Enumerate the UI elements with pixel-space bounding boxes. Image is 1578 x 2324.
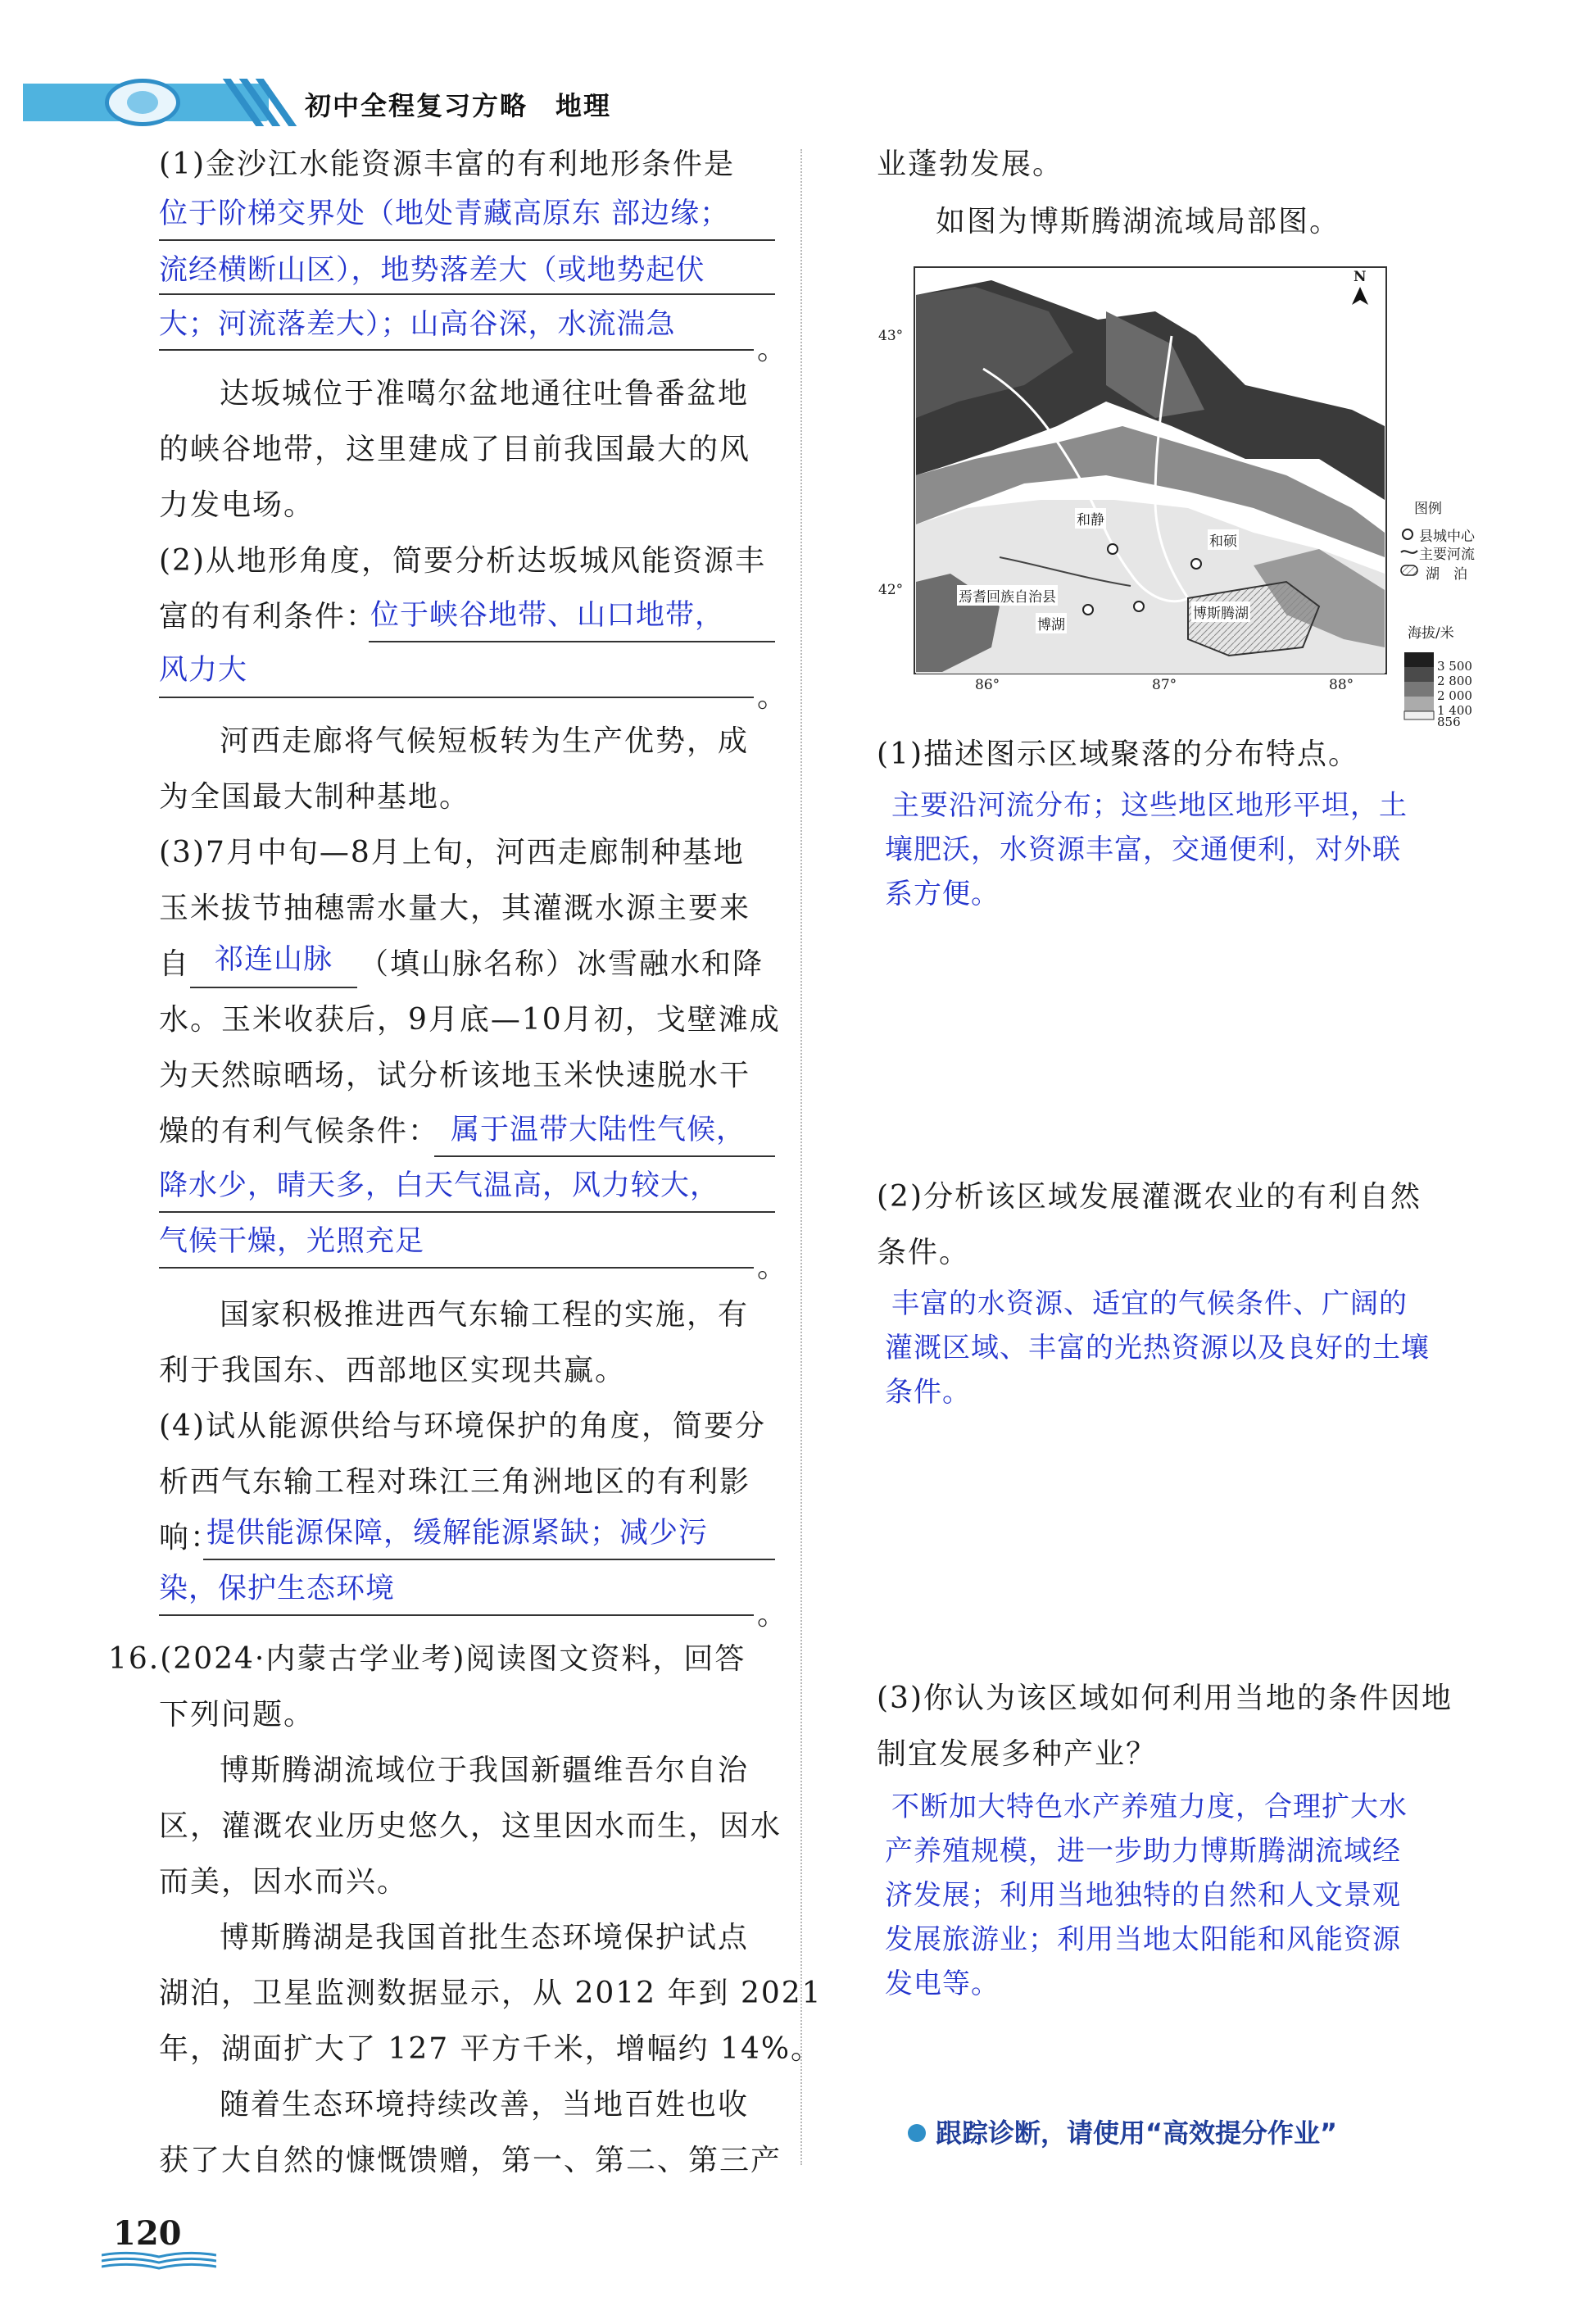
elev-swatch — [1404, 652, 1434, 667]
tip-bullet-icon — [908, 2124, 926, 2142]
q3-prompt: 玉米拔节抽穗需水量大，其灌溉水源主要来 — [159, 892, 751, 925]
answer-underline — [159, 239, 775, 241]
page-number: 120 — [113, 2214, 182, 2253]
q3-prompt: 自 — [159, 947, 191, 981]
q3-answer-line: 属于温带大陆性气候， — [451, 1114, 746, 1146]
r3-answer-line: 济发展；利用当地独特的自然和人文景观 — [885, 1879, 1401, 1912]
r2-answer-line: 丰富的水资源、适宜的气候条件、广阔的 — [891, 1287, 1408, 1320]
paragraph-bosten: 年，湖面扩大了 127 平方千米，增幅约 14%。 — [159, 2032, 823, 2066]
q1-answer-line: 流经横断山区），地势落差大（或地势起伏 — [159, 254, 705, 287]
r1-answer-line: 壤肥沃，水资源丰富，交通便利，对外联 — [885, 833, 1401, 866]
elev-swatch — [1404, 682, 1434, 697]
q4-prompt: 响： — [159, 1521, 222, 1555]
answer-underline — [369, 641, 775, 642]
map-intro: 如图为博斯腾湖流域局部图。 — [936, 205, 1341, 238]
q3-prompt: 燥的有利气候条件： — [159, 1114, 440, 1148]
q2-answer-line: 风力大 — [159, 654, 248, 687]
column-divider — [800, 149, 802, 2165]
q3-answer-line: 降水少，晴天多，白天气温高，风力较大， — [159, 1169, 720, 1202]
q3-prompt: （填山脉名称）冰雪融水和降 — [359, 947, 764, 981]
paragraph-bosten: 区，灌溉农业历史悠久，这里因水而生，因水 — [159, 1809, 782, 1843]
q2-prompt: (2)从地形角度，简要分析达坂城风能资源丰 — [159, 544, 766, 578]
paragraph-hexi: 为全国最大制种基地。 — [159, 780, 471, 814]
answer-underline — [159, 1211, 775, 1213]
q2-prompt: 富的有利条件： — [159, 600, 378, 633]
elev-swatch — [1404, 697, 1434, 711]
q3-prompt: (3)7月中旬—8月上旬，河西走廊制种基地 — [159, 836, 745, 869]
paragraph-bosten: 获了大自然的慷慨馈赠，第一、第二、第三产 — [159, 2144, 782, 2177]
r1-answer-line: 系方便。 — [885, 878, 1000, 910]
r1-prompt: (1)描述图示区域聚落的分布特点。 — [877, 738, 1359, 771]
q16-heading: 16.(2024·内蒙古学业考)阅读图文资料，回答 — [108, 1642, 746, 1676]
q16-heading: 下列问题。 — [159, 1698, 315, 1732]
answer-underline — [159, 697, 754, 698]
city-marker — [1191, 559, 1201, 569]
answer-underline — [159, 1614, 754, 1616]
q4-prompt: (4)试从能源供给与环境保护的角度，简要分 — [159, 1409, 766, 1443]
place-label: 博湖 — [1036, 613, 1067, 633]
legend-river-icon — [1401, 551, 1417, 553]
r3-answer-line: 发电等。 — [885, 1968, 1000, 2000]
legend-item: 主要河流 — [1419, 547, 1475, 563]
paragraph-bosten: 博斯腾湖是我国首批生态环境保护试点 — [220, 1921, 750, 1954]
answer-underline — [159, 349, 754, 351]
place-label: 和静 — [1075, 508, 1106, 529]
paragraph-dabancheng: 达坂城位于准噶尔盆地通往吐鲁番盆地 — [220, 377, 750, 411]
legend-item: 县城中心 — [1419, 529, 1475, 545]
place-label: 和硕 — [1208, 529, 1239, 550]
q1-answer-line: 大；河流落差大）；山高谷深，水流湍急 — [159, 308, 676, 341]
q1-prompt: (1)金沙江水能资源丰富的有利地形条件是 — [159, 148, 735, 181]
elev-value: 2 000 — [1437, 688, 1472, 703]
answer-underline — [203, 1559, 775, 1560]
r3-answer-line: 发展旅游业；利用当地太阳能和风能资源 — [885, 1923, 1401, 1956]
paragraph-dabancheng: 的峡谷地带，这里建成了目前我国最大的风 — [159, 433, 751, 466]
book-logo-icon — [105, 79, 180, 126]
legend-lake-icon — [1401, 565, 1417, 575]
r1-answer-line: 主要沿河流分布；这些地区地形平坦，土 — [891, 789, 1408, 822]
r2-answer-line: 灌溉区域、丰富的光热资源以及良好的土壤 — [885, 1332, 1430, 1364]
city-marker — [1108, 544, 1118, 554]
answer-underline — [159, 293, 775, 295]
r3-prompt: 制宜发展多种产业？ — [877, 1737, 1158, 1771]
elev-value: 2 800 — [1437, 674, 1472, 688]
q2-answer-line: 位于峡谷地带、山口地带， — [370, 599, 725, 632]
q1-answer-line: 位于阶梯交界处（地处青藏高原东 部边缘； — [159, 197, 730, 230]
answer-underline — [434, 1155, 775, 1157]
q4-prompt: 析西气东输工程对珠江三角洲地区的有利影 — [159, 1465, 751, 1499]
paragraph-continued: 业蓬勃发展。 — [877, 148, 1064, 181]
book-waves-icon — [102, 2250, 216, 2270]
place-label: 焉耆回族自治县 — [957, 585, 1058, 606]
answer-underline — [159, 1267, 754, 1269]
elev-value: 1 400 — [1437, 703, 1472, 718]
legend-city-icon — [1403, 529, 1412, 539]
north-label: N — [1354, 269, 1367, 285]
paragraph-hexi: 河西走廊将气候短板转为生产优势，成 — [220, 724, 750, 758]
r3-answer-line: 不断加大特色水产养殖力度，合理扩大水 — [891, 1791, 1408, 1823]
r3-answer-line: 产养殖规模，进一步助力博斯腾湖流域经 — [885, 1835, 1401, 1868]
paragraph-gas: 国家积极推进西气东输工程的实施，有 — [220, 1298, 750, 1332]
r2-answer-line: 条件。 — [885, 1376, 971, 1409]
map-svg — [860, 262, 1499, 721]
paragraph-bosten: 湖泊，卫星监测数据显示，从 2012 年到 2021 — [159, 1977, 823, 2010]
header-title: 初中全程复习方略 地理 — [305, 90, 612, 121]
lon-label: 87° — [1152, 677, 1177, 693]
elev-swatch — [1404, 711, 1434, 719]
paragraph-dabancheng: 力发电场。 — [159, 488, 315, 522]
q3-blank-answer: 祁连山脉 — [215, 943, 333, 976]
paragraph-bosten: 而美，因水而兴。 — [159, 1865, 409, 1899]
legend-item: 湖 泊 — [1426, 566, 1467, 583]
map-figure — [860, 262, 1499, 729]
paragraph-bosten: 随着生态环境持续改善，当地百姓也收 — [220, 2088, 750, 2122]
city-marker — [1134, 601, 1144, 611]
footer-tip: 跟踪诊断，请使用“高效提分作业” — [936, 2117, 1338, 2149]
city-marker — [1083, 605, 1093, 615]
elev-value: 3 500 — [1437, 659, 1472, 674]
r3-prompt: (3)你认为该区域如何利用当地的条件因地 — [877, 1682, 1453, 1715]
place-label: 博斯腾湖 — [1191, 601, 1250, 622]
legend-title: 图例 — [1414, 501, 1442, 517]
elev-value: 856 — [1437, 715, 1461, 729]
q3-prompt: 为天然晾晒场，试分析该地玉米快速脱水干 — [159, 1059, 751, 1092]
elev-swatch — [1404, 667, 1434, 682]
q4-answer-line: 染，保护生态环境 — [159, 1573, 396, 1605]
lon-label: 88° — [1329, 677, 1354, 693]
paragraph-bosten: 博斯腾湖流域位于我国新疆维吾尔自治 — [220, 1754, 750, 1787]
paragraph-gas: 利于我国东、西部地区实现共赢。 — [159, 1354, 627, 1387]
q3-prompt: 水。玉米收获后，9月底—10月初，戈壁滩成 — [159, 1003, 781, 1037]
lon-label: 86° — [975, 677, 1000, 693]
answer-underline — [190, 987, 357, 988]
r2-prompt: 条件。 — [877, 1236, 971, 1269]
r2-prompt: (2)分析该区域发展灌溉农业的有利自然 — [877, 1180, 1422, 1214]
q3-answer-line: 气候干燥，光照充足 — [159, 1225, 425, 1258]
elev-title: 海拔/米 — [1408, 625, 1454, 642]
lat-label: 43° — [878, 328, 904, 344]
q4-answer-line: 提供能源保障，缓解能源紧缺；减少污 — [206, 1517, 709, 1550]
lat-label: 42° — [878, 582, 904, 598]
